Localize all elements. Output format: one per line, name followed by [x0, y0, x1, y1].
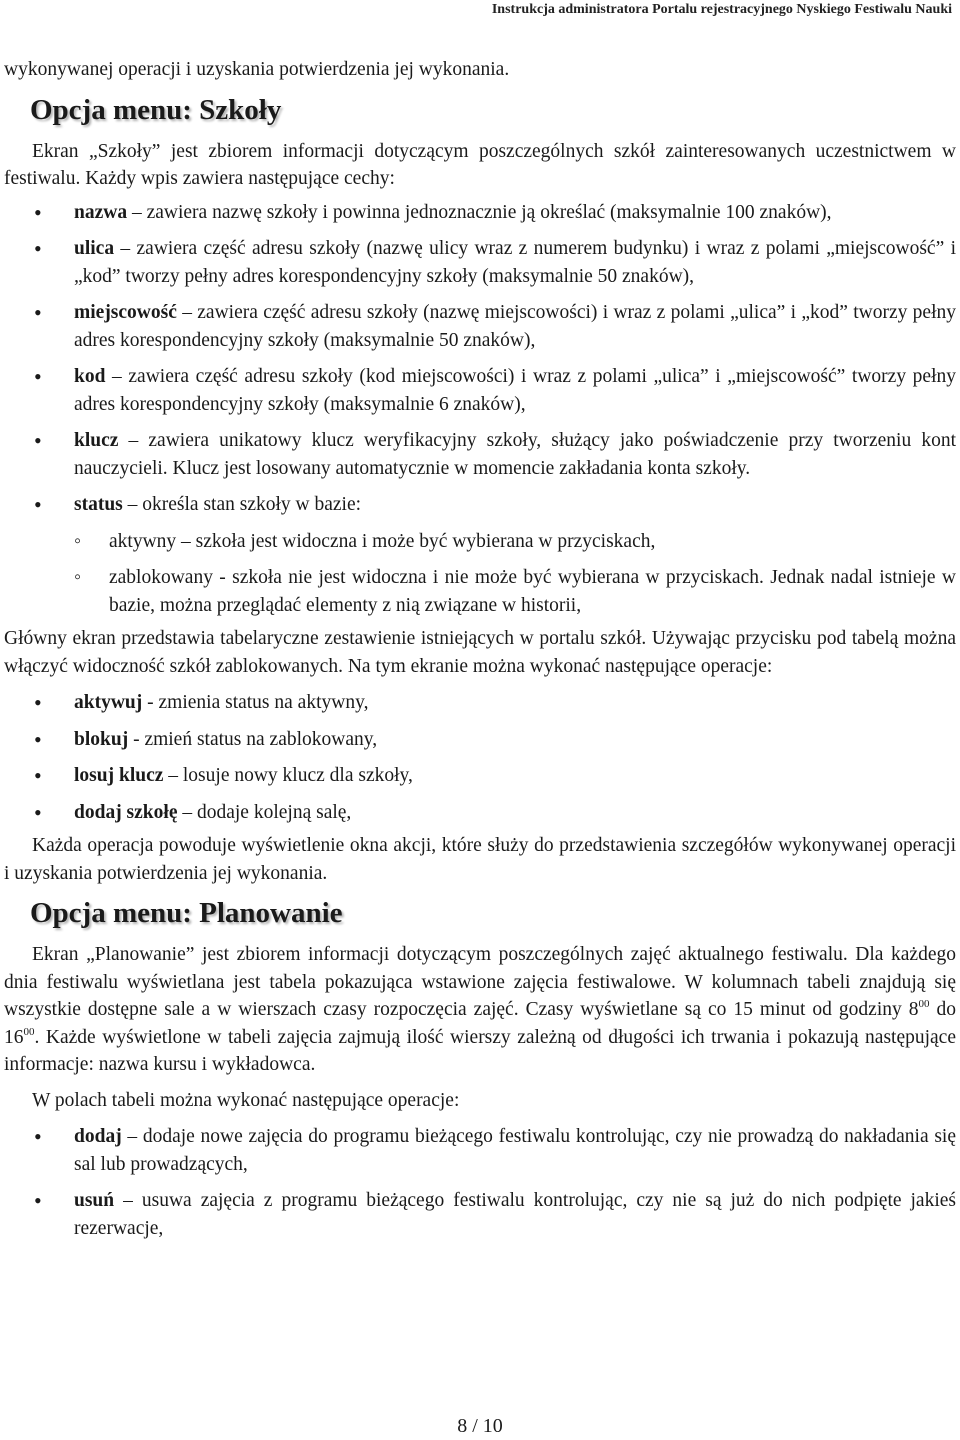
list-item: • dodaj – dodaje nowe zajęcia do programu bieżącego festiwalu kontrolując, czy nie prowadzą do nakładania się sal lub prowadzących,: [4, 1123, 956, 1178]
page-number: 8 / 10: [457, 1415, 503, 1437]
list-item: • dodaj szkołę – dodaje kolejną salę,: [4, 799, 956, 827]
running-header: Instrukcja administratora Portalu rejestracyjnego Nyskiego Festiwalu Nauki: [491, 2, 952, 17]
document-body: [4, 56, 956, 1242]
list-item: • klucz – zawiera unikatowy klucz weryfikacyjny szkoły, służący jako poświadczenie przy tworzeniu kont nauczycieli. Klucz jest losowany automatycznie w momencie zakładania konta szkoły.: [4, 427, 956, 482]
list-item: ◦ zablokowany - szkoła nie jest widoczna i nie może być wybierana w przyciskach. Jednak nadal istnieje w bazie, można przeglądać elementy z nią związane w historii,: [4, 564, 956, 619]
main-screen-description: Główny ekran przedstawia tabelaryczne zestawienie istniejących w portalu szkół. Używając przycisku pod tabelą można włączyć widoczność szkół zablokowanych. Na tym ekranie można wykonać następujące operacje:: [4, 628, 956, 677]
section-heading-schools: Opcja menu: Szkoły: [30, 93, 282, 126]
list-item: • miejscowość – zawiera część adresu szkoły (nazwę miejscowości) i wraz z polami „ulica” i „kod” tworzy pełny adres korespondencyjny szkoły (maksymalnie 50 znaków),: [4, 299, 956, 354]
planning-operations-list: [4, 1123, 956, 1242]
school-operations-list: [4, 689, 956, 826]
operations-outro: Każda operacja powoduje wyświetlenie okna akcji, które służy do przedstawienia szczegółów wykonywanej operacji i uzyskania potwierdzenia jej wykonania.: [4, 835, 956, 884]
list-item: • kod – zawiera część adresu szkoły (kod miejscowości) i wraz z polami „ulica” i „miejscowość” tworzy pełny adres korespondencyjny szkoły (maksymalnie 6 znaków),: [4, 363, 956, 418]
continuation-text: wykonywanej operacji i uzyskania potwierdzenia jej wykonania.: [4, 59, 510, 80]
status-list: [4, 528, 956, 620]
school-fields-list: [4, 199, 956, 519]
list-item: • nazwa – zawiera nazwę szkoły i powinna jednoznacznie ją określać (maksymalnie 100 znaków),: [4, 199, 956, 227]
planning-operations-intro: W polach tabeli można wykonać następujące operacje:: [32, 1089, 460, 1111]
list-item: • blokuj - zmień status na zablokowany,: [4, 726, 956, 754]
list-item: • losuj klucz – losuje nowy klucz dla szkoły,: [4, 762, 956, 790]
planning-intro: Ekran „Planowanie” jest zbiorem informacji dotyczącym poszczególnych zajęć aktualnego festiwalu. Dla każdego dnia festiwalu wyświetlana jest tabela pokazująca wstawione zajęcia festiwalowe. W kolumnach tabeli znajdują się wszystkie dostępne sale a w wierszach czasy rozpoczęcia zajęć. Czasy wyświetlane są co 15 minut od godziny $8^{00}$ do $16^{00}$. Każde wyświetlone w tabeli zajęcia zajmują ilość wierszy zależną od długości ich trwania i pokazują następujące informacje: nazwa kursu i wykładowca.: [4, 944, 957, 1075]
list-item: • ulica – zawiera część adresu szkoły (nazwę ulicy wraz z numerem budynku) i wraz z polami „miejscowość” i „kod” tworzy pełny adres korespondencyjny szkoły (maksymalnie 50 znaków),: [4, 235, 956, 290]
schools-intro: Ekran „Szkoły” jest zbiorem informacji dotyczącym poszczególnych szkół zainteresowanych uczestnictwem w festiwalu. Każdy wpis zawiera następujące cechy:: [4, 140, 956, 189]
list-item: • aktywuj - zmienia status na aktywny,: [4, 689, 956, 717]
list-item: • usuń – usuwa zajęcia z programu bieżącego festiwalu kontrolując, czy nie są już do nich podpięte jakieś rezerwacje,: [4, 1187, 956, 1242]
list-item: ◦ aktywny – szkoła jest widoczna i może być wybierana w przyciskach,: [4, 528, 956, 556]
section-heading-planning: Opcja menu: Planowanie: [30, 897, 343, 929]
list-item: • status – określa stan szkoły w bazie:: [4, 491, 956, 519]
